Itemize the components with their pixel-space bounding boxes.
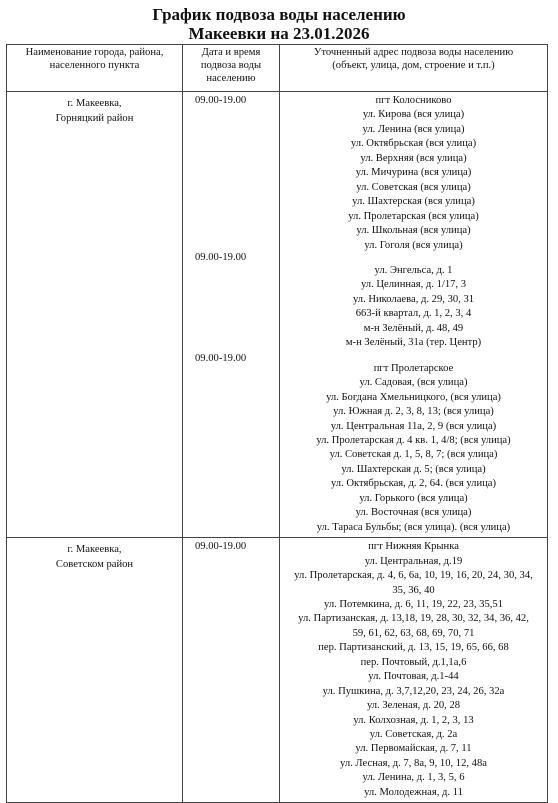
address-line: пгт Нижняя Крынка	[368, 541, 459, 553]
address-line: ул. Центральная, д.19	[364, 555, 463, 567]
table-header-row	[7, 45, 548, 92]
address-line: 59, 61, 62, 63, 68, 69, 70, 71	[352, 627, 475, 639]
address-line: ул. Гоголя (вся улица)	[364, 239, 463, 251]
address-cell	[280, 92, 548, 538]
address-line: ул. Колхозная, д. 1, 2, 3, 13	[353, 714, 474, 726]
address-line: ул. Потемкина, д. 6, 11, 19, 22, 23, 35,51	[323, 598, 504, 610]
address-line: ул. Октябрьская, д. 2, 64. (вся улица)	[330, 478, 497, 490]
table-row	[7, 538, 548, 803]
address-line: м-н Зелёный, д. 48, 49	[363, 322, 464, 334]
address-line: ул. Восточная (вся улица)	[355, 507, 472, 519]
address-line: ул. Первомайская, д. 7, 11	[355, 743, 472, 755]
address-line: ул. Шахтерская д. 5; (вся улица)	[341, 463, 486, 475]
address-line: 35, 36, 40	[392, 584, 435, 596]
address-line: ул. Садовая, (вся улица)	[359, 377, 468, 389]
settlement-cell: г. Макеевка, Горняцкий район	[7, 92, 183, 538]
time-cell	[183, 92, 280, 538]
address-line: ул. Лесная, д. 7, 8а, 9, 10, 12, 48а	[340, 757, 487, 769]
address-line: ул. Николаева, д. 29, 30, 31	[352, 293, 475, 305]
document-title: График подвоза воды населению	[152, 5, 406, 24]
address-line: ул. Школьная (вся улица)	[356, 225, 471, 237]
address-line: ул. Южная д. 2, 3, 8, 13; (вся улица)	[333, 406, 494, 418]
address-line: ул. Горького (вся улица)	[359, 492, 468, 504]
document-subtitle: Макеевки на 23.01.2026	[188, 24, 370, 43]
address-line: пер. Партизанский, д. 13, 15, 19, 65, 66, 68	[318, 642, 509, 654]
delivery-time: 09.00-19.00	[195, 353, 247, 364]
address-line: 663-й квартал, д. 1, 2, 3, 4	[355, 308, 472, 320]
group-gap	[283, 351, 544, 362]
address-line: ул. Целинная, д. 1/17, 3	[360, 279, 467, 291]
time-cell	[183, 538, 280, 803]
address-line: ул. Пушкина, д. 3,7,12,20, 23, 24, 26, 32а	[322, 685, 505, 697]
address-line: ул. Кирова (вся улица)	[362, 109, 465, 121]
address-line: ул. Советская, д. 2а	[369, 729, 458, 741]
address-line: ул. Шахтерская (вся улица)	[352, 196, 475, 208]
address-line: ул. Богдана Хмельницкого, (вся улица)	[326, 391, 501, 403]
address-line: ул. Пролетарская (вся улица)	[348, 210, 479, 222]
address-line: ул. Верхняя (вся улица)	[360, 152, 467, 164]
address-line: ул. Пролетарская, д. 4, 6, 6а, 10, 19, 16, 20, 24, 30, 34,	[294, 570, 533, 582]
address-line: ул. Мичурина (вся улица)	[355, 167, 472, 179]
address-line: ул. Почтовая, д.1-44	[368, 671, 459, 683]
address-line: ул. Центральная 11а, 2, 9 (вся улица)	[330, 420, 497, 432]
address-line: пгт Пролетарское	[373, 362, 454, 374]
water-schedule-table	[6, 44, 548, 803]
address-line: м-н Зелёный, 31а (тер. Центр)	[345, 337, 482, 349]
address-line: ул. Тараса Бульбы; (вся улица). (вся улица)	[316, 521, 511, 533]
address-line: пер. Почтовый, д.1,1а,6	[360, 656, 467, 668]
delivery-time: 09.00-19.00	[195, 252, 247, 263]
delivery-time: 09.00-19.00	[195, 541, 247, 553]
address-line: ул. Советская д. 1, 5, 8, 7; (вся улица)	[329, 449, 498, 461]
table-row	[7, 92, 548, 538]
header-settlement: Наименование города, района, населенного пункта	[7, 45, 183, 92]
address-line: ул. Пролетарская д. 4 кв. 1, 4/8; (вся улица)	[316, 434, 511, 446]
settlement-cell: г. Макеевка, Советском район	[7, 538, 183, 803]
address-line: пгт Колосниково	[375, 95, 452, 106]
address-line: ул. Зеленая, д. 20, 28	[366, 700, 461, 712]
address-line: ул. Партизанская, д. 13,18, 19, 28, 30, 32, 34, 36, 42,	[298, 613, 529, 625]
address-line: ул. Ленина (вся улица)	[362, 123, 465, 135]
group-gap	[283, 253, 544, 264]
address-line: ул. Октябрьская (вся улица)	[350, 138, 477, 150]
header-address: Уточненный адрес подвоза воды населению (объект, улица, дом, строение и т.п.)	[280, 45, 548, 92]
delivery-time: 09.00-19.00	[195, 95, 247, 106]
header-date-time: Дата и время подвоза воды населению	[183, 45, 280, 92]
address-line: ул. Молодежная, д. 11	[364, 786, 463, 798]
address-line: ул. Советская (вся улица)	[356, 181, 471, 193]
address-line: ул. Энгельса, д. 1	[374, 264, 453, 276]
address-line: ул. Ленина, д. 1, 3, 5, 6	[362, 772, 465, 784]
address-cell	[280, 538, 548, 803]
